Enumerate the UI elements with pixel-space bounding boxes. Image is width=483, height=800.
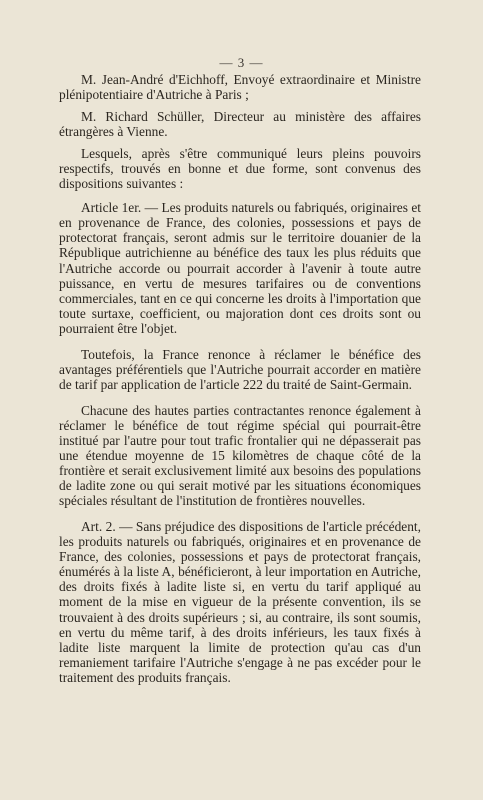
- paragraph-preamble: Lesquels, après s'être communiqué leurs pleins pouvoirs respectifs, trouvés en bonne et due forme, sont convenus des dispositions suivantes :: [59, 146, 421, 192]
- paragraph-article-2: Art. 2. — Sans préjudice des dispositions de l'article précédent, les produits naturels ou fabriqués, originaires et en provenance de France, des colonies, possessions et pays de protectorat français, énumérés à la liste A, bénéficieront, à leur importation en Autriche, des droits fixés à ladite liste si, en vertu du tarif appliqué au moment de la mise en vigueur de la présente convention, ils se trouvaient à des droits supérieurs ; si, au contraire, ils sont soumis, en vertu du même tarif, à des droits inférieurs, les taux fixés à ladite liste marquent la limite de protection qu'au cas d'un remaniement tarifaire l'Autriche s'engage à ne pas excéder pour le traitement des produits français.: [59, 519, 421, 685]
- paragraph-article-1: Article 1er. — Les produits naturels ou fabriqués, originaires et en provenance de France, des colonies, possessions et pays de protectorat français, seront admis sur le territoire douanier de la République autrichienne au bénéfice des taux les plus réduits que l'Autriche accorde ou pourrait accorder à l'avenir à toute autre puissance, en vertu de mesures tarifaires ou de conventions commerciales, tant en ce qui concerne les droits à l'importation que toute surtaxe, coefficient, ou majoration dont ces droits sont ou pourraient être l'objet.: [59, 200, 421, 336]
- paragraph-plenipotentiary-eichhoff: M. Jean-André d'Eichhoff, Envoyé extraordinaire et Ministre plénipotentiaire d'Autriche à Paris ;: [59, 72, 421, 103]
- body-text: [59, 72, 421, 692]
- paragraph-frontier-traffic: Chacune des hautes parties contractantes renonce également à réclamer le bénéfice de tout régime spécial qui pourrait-être institué par l'autre pour tout trafic frontalier qui ne dépasserait pas une étendue moyenne de 15 kilomètres de chaque côté de la frontière et serait exclusivement limité aux besoins des populations de ladite zone ou qui serait motivé par les situations économiques spéciales résultant de l'institution de frontières nouvelles.: [59, 402, 421, 509]
- paragraph-article-1-reservation: Toutefois, la France renonce à réclamer le bénéfice des avantages préférentiels que l'Autriche pourrait accorder en matière de tarif par application de l'article 222 du traité de Saint-Germain.: [59, 346, 421, 392]
- paragraph-plenipotentiary-schuller: M. Richard Schüller, Directeur au ministère des affaires étrangères à Vienne.: [59, 109, 421, 140]
- page-number: — 3 —: [219, 55, 264, 70]
